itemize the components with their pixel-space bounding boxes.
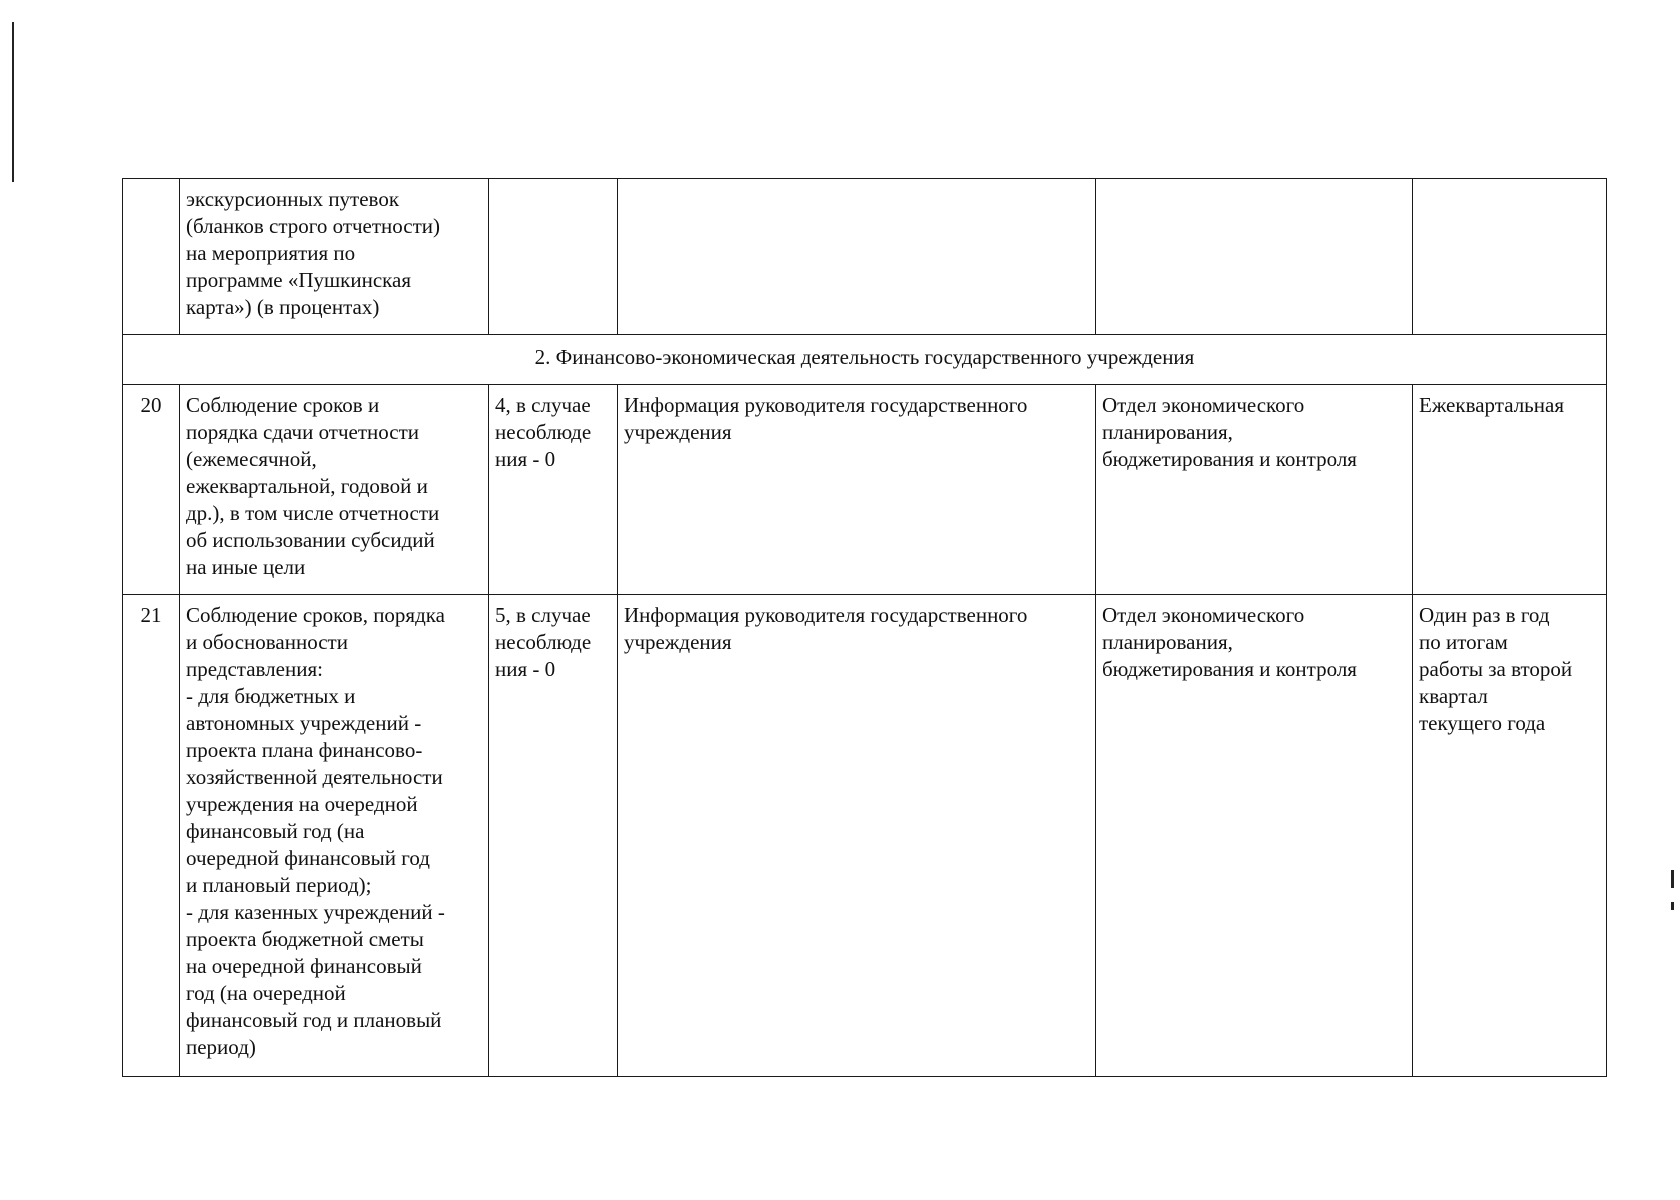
cell-source	[618, 179, 1096, 335]
cell-number: 21	[123, 595, 180, 1077]
scan-edge-mark-right	[1671, 870, 1674, 950]
cell-department	[1096, 179, 1413, 335]
cell-source: Информация руководителя государственного учреждения	[618, 385, 1096, 595]
cell-department: Отдел экономического планирования, бюджетирования и контроля	[1096, 385, 1413, 595]
section-header-row	[123, 335, 1607, 385]
cell-frequency: Ежеквартальная	[1413, 385, 1607, 595]
table-row-continuation	[123, 179, 1607, 335]
cell-department: Отдел экономического планирования, бюджетирования и контроля	[1096, 595, 1413, 1077]
cell-value: 5, в случае несоблюде ния - 0	[489, 595, 618, 1077]
criteria-table	[122, 178, 1607, 1077]
cell-number	[123, 179, 180, 335]
table-row	[123, 595, 1607, 1077]
scan-edge-mark	[12, 22, 14, 182]
cell-criterion: экскурсионных путевок (бланков строго отчетности) на мероприятия по программе «Пушкинская карта») (в процентах)	[180, 179, 489, 335]
cell-source: Информация руководителя государственного учреждения	[618, 595, 1096, 1077]
cell-number: 20	[123, 385, 180, 595]
cell-frequency: Один раз в год по итогам работы за второй квартал текущего года	[1413, 595, 1607, 1077]
section-title: 2. Финансово-экономическая деятельность государственного учреждения	[123, 335, 1607, 385]
cell-criterion: Соблюдение сроков и порядка сдачи отчетности (ежемесячной, ежеквартальной, годовой и др.), в том числе отчетности об использовании субсидий на иные цели	[180, 385, 489, 595]
cell-value	[489, 179, 618, 335]
document-page	[122, 178, 1606, 1077]
table-row	[123, 385, 1607, 595]
cell-value: 4, в случае несоблюде ния - 0	[489, 385, 618, 595]
cell-frequency	[1413, 179, 1607, 335]
cell-criterion: Соблюдение сроков, порядка и обоснованности представления: - для бюджетных и автономных учреждений - проекта плана финансово- хозяйственной деятельности учреждения на очередной финансовый год (на очередной финансовый год и плановый период); - для казенных учреждений - проекта бюджетной сметы на очередной финансовый год (на очередной финансовый год и плановый период)	[180, 595, 489, 1077]
